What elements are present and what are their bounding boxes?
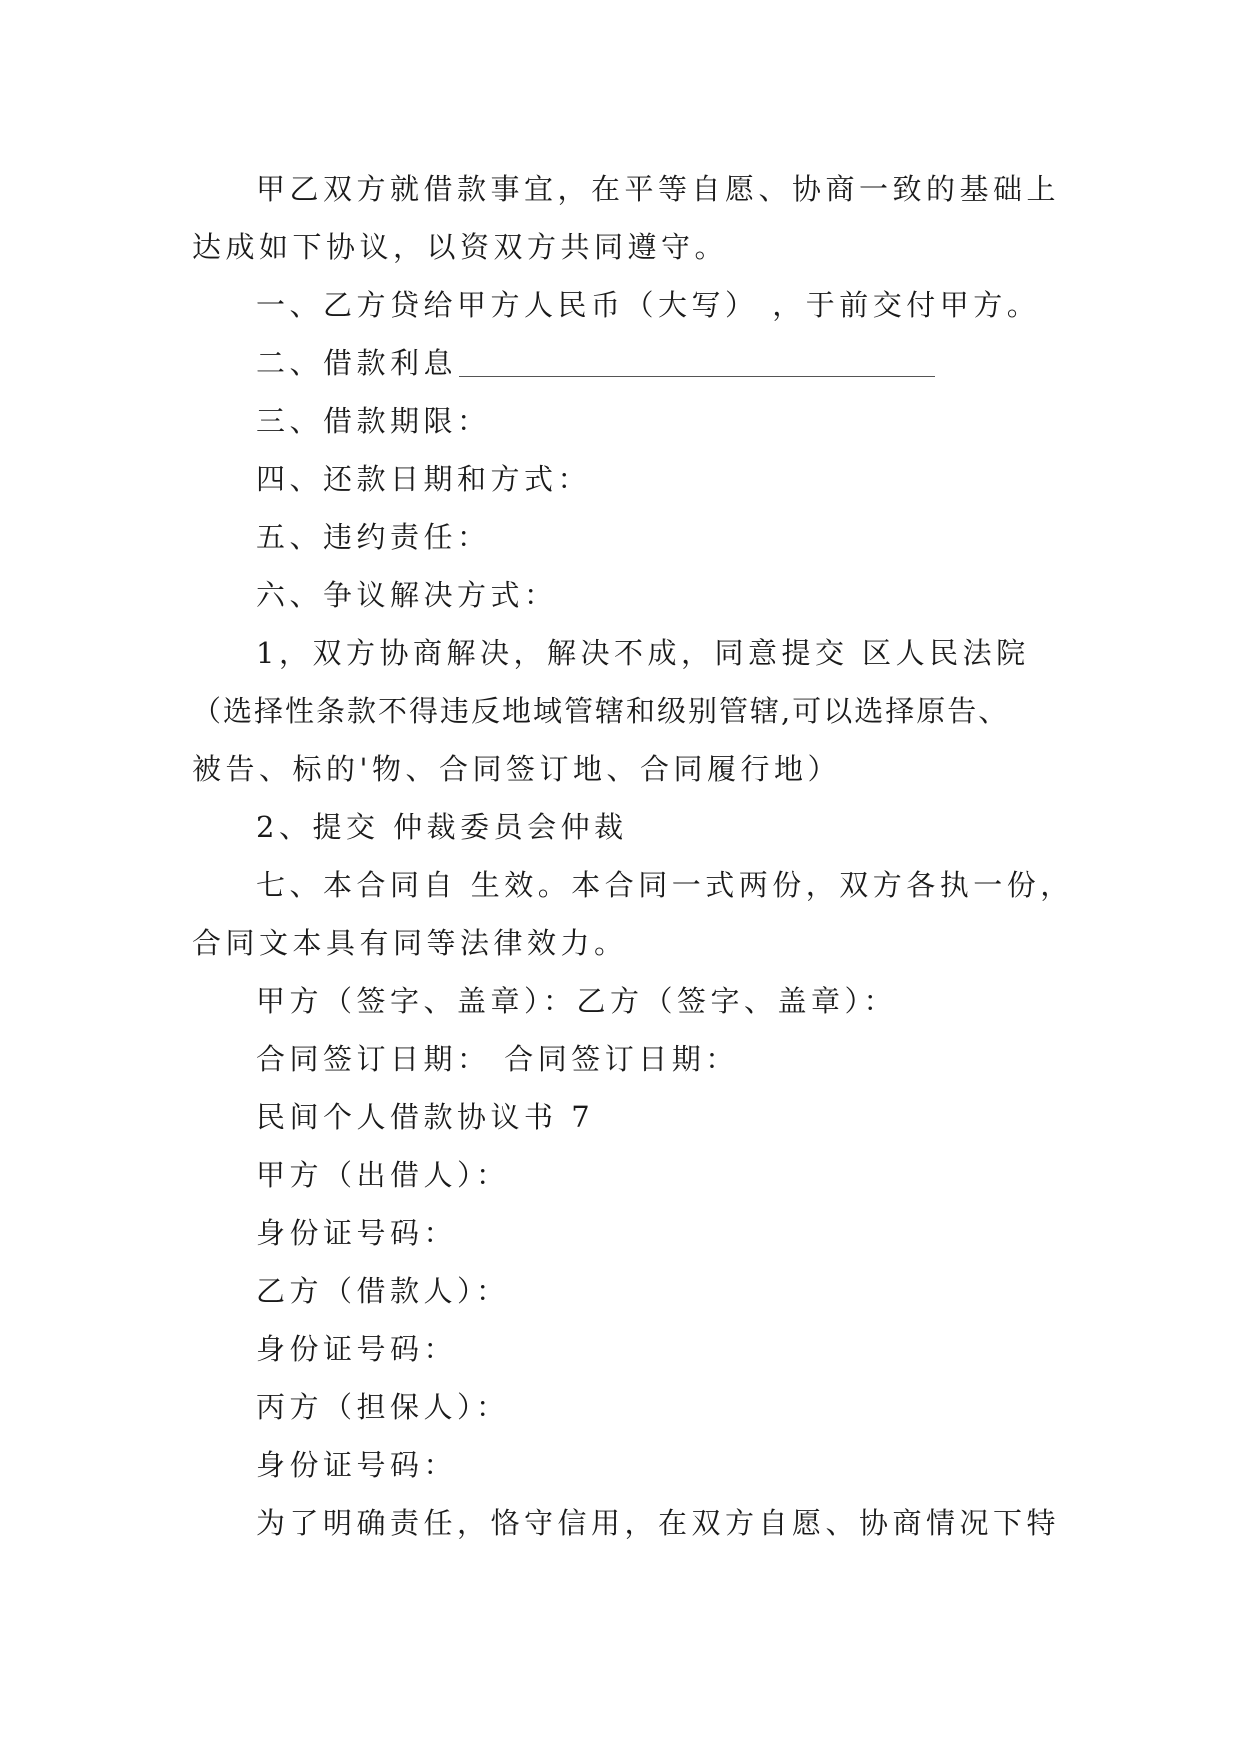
clause-2-label: 二、借款利息 [256,346,458,380]
intro-line-2: 达成如下协议，以资双方共同遵守。 [192,230,729,264]
intro-line-1: 甲乙双方就借款事宜，在平等自愿、协商一致的基础上 [256,172,1061,206]
clause-6-1-line-3: 被告、标的'物、合同签订地、合同履行地） [192,752,841,786]
agreement-7-title: 民间个人借款协议书 7 [256,1100,595,1134]
final-line: 为了明确责任，恪守信用，在双方自愿、协商情况下特 [256,1506,1061,1540]
party-c-id: 身份证号码： [256,1448,458,1482]
party-a-id: 身份证号码： [256,1216,458,1250]
party-b: 乙方（借款人）： [256,1274,510,1308]
clause-3: 三、借款期限： [256,404,491,438]
party-a: 甲方（出借人）： [256,1158,510,1192]
clause-1: 一、乙方贷给甲方人民币（大写） ，于前交付甲方。 [256,288,1041,322]
signature-line: 甲方（签字、盖章）：乙方（签字、盖章）： [256,984,898,1018]
party-c: 丙方（担保人）： [256,1390,510,1424]
sign-date-line: 合同签订日期： 合同签订日期： [256,1042,739,1076]
clause-4: 四、还款日期和方式： [256,462,592,496]
clause-6-1-line-2: （选择性条款不得违反地域管辖和级别管辖,可以选择原告、 [192,694,1010,728]
interest-blank-line [459,347,935,377]
clause-6-1-line-1: 1，双方协商解决，解决不成，同意提交 区人民法院 [256,636,1030,670]
clause-7-line-1: 七、本合同自 生效。本合同一式两份，双方各执一份， [256,868,1074,902]
clause-5: 五、违约责任： [256,520,491,554]
clause-6: 六、争议解决方式： [256,578,558,612]
document-body [192,160,1074,1552]
clause-2 [192,334,1052,392]
party-b-id: 身份证号码： [256,1332,458,1366]
clause-7-line-2: 合同文本具有同等法律效力。 [192,926,628,960]
clause-6-2: 2、提交 仲裁委员会仲裁 [256,810,628,844]
